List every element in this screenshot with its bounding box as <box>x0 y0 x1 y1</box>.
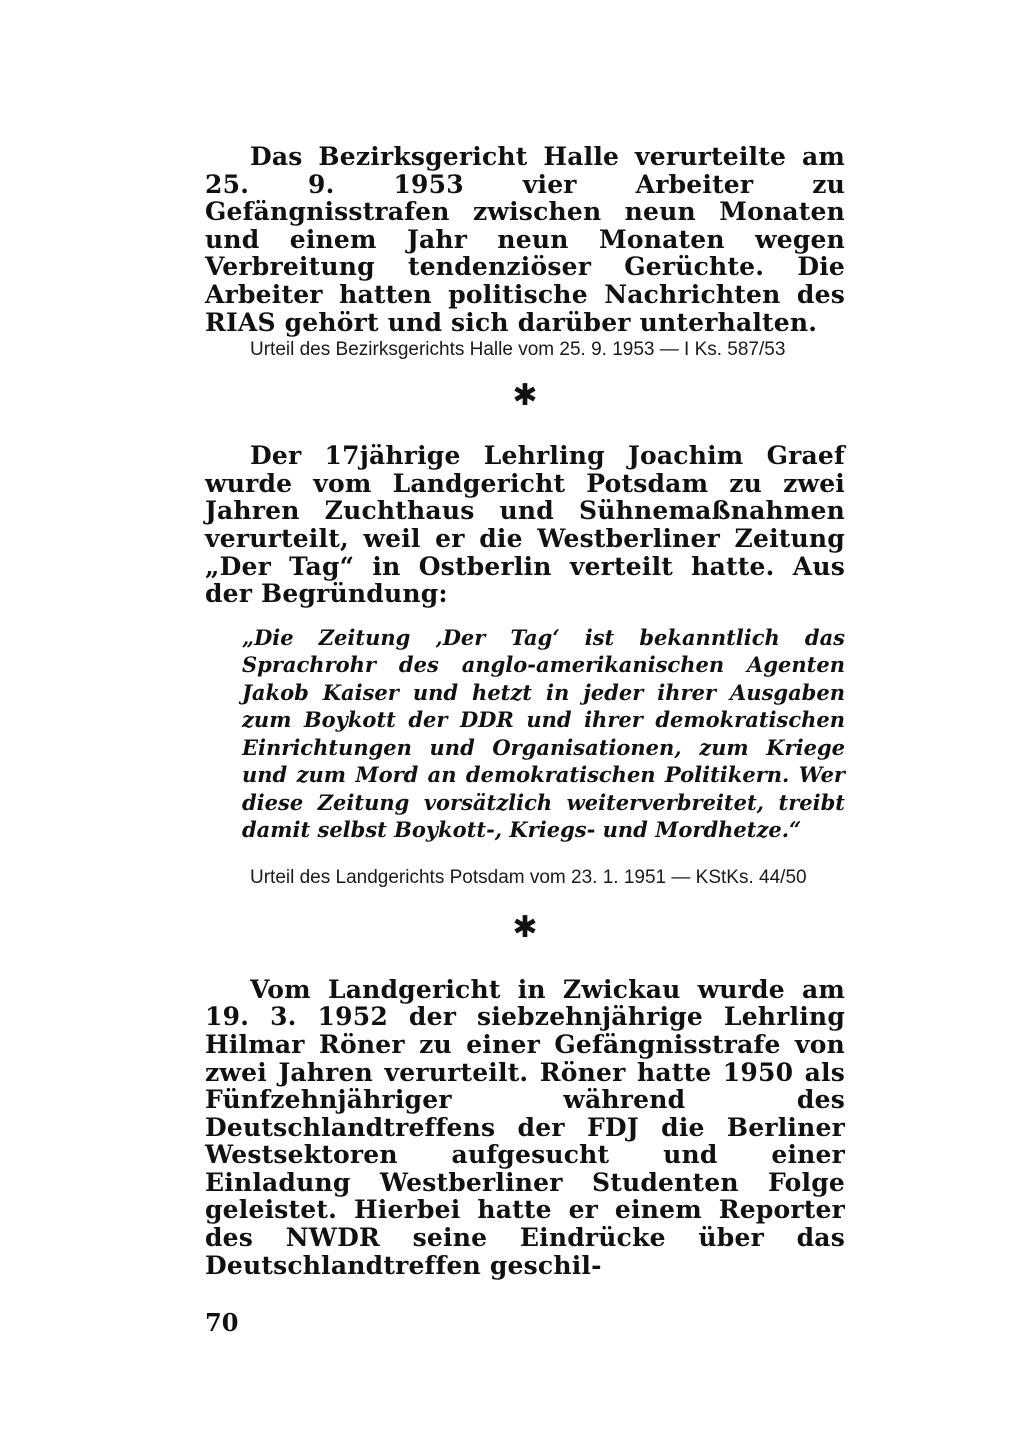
page-content <box>205 143 845 1279</box>
section-separator: ✱ <box>512 909 538 945</box>
paragraph-halle-verdict: Das Bezirksgericht Halle verurteilte am 25. 9. 1953 vier Arbeiter zu Gefängnisstrafen zwischen neun Monaten und einem Jahr neun Monaten wegen Verbreitung tendenziöser Gerüchte. Die Arbeiter hatten politische Nachrichten des RIAS gehört und sich darüber unterhalten. <box>205 142 845 337</box>
section-separator: ✱ <box>512 378 538 414</box>
court-reasoning-quote: „Die Zeitung ‚Der Tag‘ ist bekanntlich das Sprachrohr des anglo-amerikanischen Agenten Jakob Kaiser und hetzt in jeder ihrer Ausgaben zum Boykott der DDR und ihrer demokratischen Einrichtungen und Organisationen, zum Kriege und zum Mord an demokratischen Politikern. Wer diese Zeitung vorsätzlich weiterverbreitet, treibt damit selbst Boykott-, Kriegs- und Mordhetze.“ <box>242 624 845 843</box>
page-number: 70 <box>205 1308 239 1337</box>
citation-halle: Urteil des Bezirksgerichts Halle vom 25. 9. 1953 — I Ks. 587/53 <box>250 339 786 361</box>
citation-potsdam: Urteil des Landgerichts Potsdam vom 23. 1. 1951 — KStKs. 44/50 <box>250 866 807 888</box>
paragraph-graef-verdict: Der 17jährige Lehrling Joachim Graef wurde vom Landgericht Potsdam zu zwei Jahren Zuchthaus und Sühnemaßnahmen verurteilt, weil er die Westberliner Zeitung „Der Tag“ in Ostberlin verteilt hatte. Aus der Begründung: <box>205 441 845 609</box>
paragraph-roener-verdict: Vom Landgericht in Zwickau wurde am 19. 3. 1952 der siebzehnjährige Lehrling Hilmar Röner zu einer Gefängnisstrafe von zwei Jahren verurteilt. Röner hatte 1950 als Fünfzehnjähriger während des Deutschlandtreffens der FDJ die Berliner Westsektoren aufgesucht und einer Einladung Westberliner Studenten Folge geleistet. Hierbei hatte er einem Reporter des NWDR seine Eindrücke über das Deutschlandtreffen geschil- <box>205 974 845 1280</box>
